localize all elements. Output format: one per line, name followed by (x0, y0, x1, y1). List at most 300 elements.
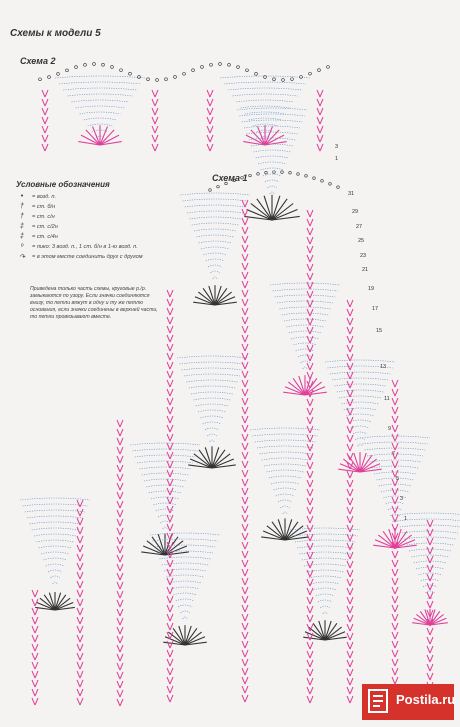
chain-arc (160, 521, 169, 523)
chain-arc (142, 473, 189, 475)
v-stitch (242, 299, 245, 306)
v-stitch (80, 635, 83, 642)
v-stitch (170, 425, 173, 432)
chain-arc (273, 488, 296, 490)
v-stitch (170, 407, 173, 414)
v-stitch (170, 605, 173, 612)
join-arrow-icon: ↷ (19, 254, 25, 261)
v-stitch (395, 452, 398, 459)
chain-arc (297, 546, 353, 548)
chain-arc (203, 253, 226, 255)
v-stitch (392, 416, 395, 423)
v-stitch (245, 236, 248, 243)
v-stitch (77, 509, 80, 516)
v-stitch (245, 524, 248, 531)
picot-stitch (201, 66, 204, 69)
chain-arc (303, 367, 308, 369)
v-stitch (245, 380, 248, 387)
picot-stitch (156, 79, 159, 82)
v-stitch (207, 144, 210, 151)
v-stitch (392, 632, 395, 639)
chain-arc (242, 120, 303, 122)
v-stitch (392, 443, 395, 450)
v-stitch (242, 326, 245, 333)
v-stitch (120, 636, 123, 643)
v-stitch (167, 605, 170, 612)
chain-arc (257, 446, 313, 448)
chain-arc (201, 247, 229, 249)
v-stitch (307, 552, 310, 559)
v-stitch (155, 108, 158, 115)
v-stitch (242, 461, 245, 468)
chain-arc (186, 380, 237, 382)
v-stitch (310, 552, 313, 559)
picot-stitch (289, 171, 292, 174)
chain-arc (344, 408, 377, 410)
v-stitch (392, 497, 395, 504)
v-stitch (117, 690, 120, 697)
picot-stitch (233, 179, 236, 182)
chain-arc (409, 549, 451, 551)
legend-label: = ст. с/2н (32, 223, 58, 230)
v-stitch (170, 524, 173, 531)
v-stitch (310, 696, 313, 703)
v-stitch (210, 117, 213, 124)
v-stitch (170, 623, 173, 630)
v-stitch (392, 605, 395, 612)
v-stitch (245, 425, 248, 432)
v-stitch (430, 583, 433, 590)
picot-stitch (313, 177, 316, 180)
v-stitch (310, 219, 313, 226)
picot-stitch (321, 180, 324, 183)
v-stitch (120, 582, 123, 589)
v-stitch (427, 601, 430, 608)
chain-arc (362, 442, 427, 444)
v-stitch (35, 635, 38, 642)
v-stitch (427, 655, 430, 662)
v-stitch (392, 524, 395, 531)
picot-stitch (282, 79, 285, 82)
v-stitch (395, 659, 398, 666)
v-stitch (120, 699, 123, 706)
v-stitch (167, 371, 170, 378)
v-stitch (350, 588, 353, 595)
chain-arc (232, 94, 297, 96)
v-stitch (307, 228, 310, 235)
v-stitch (80, 653, 83, 660)
chain-arc (166, 575, 203, 577)
v-stitch (307, 642, 310, 649)
v-stitch (245, 695, 248, 702)
v-stitch (32, 599, 35, 606)
v-stitch (152, 144, 155, 151)
v-stitch (427, 529, 430, 536)
picot-stitch (337, 186, 340, 189)
v-stitch (307, 579, 310, 586)
v-stitch (242, 578, 245, 585)
chain-arc (71, 100, 128, 102)
chain-arc (48, 570, 62, 572)
chain-arc (270, 192, 275, 194)
picot-stitch (93, 63, 96, 66)
v-stitch (120, 618, 123, 625)
v-stitch (152, 108, 155, 115)
v-stitch (242, 587, 245, 594)
picot-stitch (84, 63, 87, 66)
chain-arc (337, 390, 384, 392)
v-stitch (427, 583, 430, 590)
chain-arc (309, 576, 342, 578)
chain-arc (355, 438, 364, 440)
v-stitch (242, 425, 245, 432)
v-stitch (310, 399, 313, 406)
v-stitch (167, 650, 170, 657)
double-crochet-icon: † (20, 213, 24, 220)
chain-arc (298, 355, 312, 357)
legend-label: = пико: 3 возд. п., 1 ст. б/н в 1-ю возд. п. (32, 243, 138, 250)
v-stitch (170, 380, 173, 387)
v-stitch (307, 255, 310, 262)
v-stitch (117, 672, 120, 679)
picot-stitch (39, 78, 42, 81)
v-stitch (347, 660, 350, 667)
picot-stitch (249, 174, 252, 177)
v-stitch (392, 425, 395, 432)
v-stitch (120, 591, 123, 598)
v-stitch (392, 659, 395, 666)
v-stitch (242, 515, 245, 522)
v-stitch (307, 309, 310, 316)
chain-arc (330, 372, 391, 374)
chain-arc (55, 76, 145, 78)
chain-arc (275, 295, 336, 297)
v-stitch (350, 525, 353, 532)
quad-treble-icon: ‡ (20, 233, 24, 240)
chain-arc (132, 449, 197, 451)
v-stitch (152, 135, 155, 142)
v-stitch (170, 479, 173, 486)
chain-arc (263, 174, 282, 176)
v-stitch (347, 678, 350, 685)
chain-arc (334, 384, 385, 386)
v-stitch (392, 641, 395, 648)
v-stitch (242, 317, 245, 324)
picot-stitch (66, 69, 69, 72)
v-stitch (242, 380, 245, 387)
v-stitch (245, 569, 248, 576)
v-stitch (32, 626, 35, 633)
v-stitch (350, 444, 353, 451)
v-stitch (310, 588, 313, 595)
v-stitch (170, 308, 173, 315)
v-stitch (320, 126, 323, 133)
v-stitch (242, 686, 245, 693)
v-stitch (245, 407, 248, 414)
v-stitch (32, 617, 35, 624)
v-stitch (347, 615, 350, 622)
v-stitch (167, 362, 170, 369)
v-stitch (245, 353, 248, 360)
v-stitch (242, 344, 245, 351)
v-stitch (167, 317, 170, 324)
v-stitch (317, 90, 320, 97)
v-stitch (310, 264, 313, 271)
v-stitch (307, 273, 310, 280)
v-stitch (392, 479, 395, 486)
v-stitch (170, 659, 173, 666)
v-stitch (350, 579, 353, 586)
v-stitch (32, 635, 35, 642)
v-stitch (350, 363, 353, 370)
picot-stitch (237, 66, 240, 69)
v-stitch (350, 615, 353, 622)
v-stitch (310, 246, 313, 253)
v-stitch (120, 492, 123, 499)
v-stitch (245, 686, 248, 693)
v-stitch (347, 570, 350, 577)
v-stitch (80, 536, 83, 543)
v-stitch (245, 398, 248, 405)
row-number: 31 (348, 191, 355, 197)
chain-arc (411, 555, 448, 557)
v-stitch (77, 572, 80, 579)
v-stitch (350, 624, 353, 631)
v-stitch (350, 300, 353, 307)
chain-arc (316, 594, 335, 596)
chain-arc (245, 112, 286, 114)
v-stitch (117, 609, 120, 616)
v-stitch (307, 237, 310, 244)
chain-arc (171, 587, 199, 589)
chain-arc (228, 88, 302, 90)
chain-arc (250, 428, 320, 430)
v-stitch (167, 623, 170, 630)
v-stitch (307, 687, 310, 694)
v-stitch (350, 471, 353, 478)
v-stitch (80, 581, 83, 588)
v-stitch (80, 554, 83, 561)
chain-arc (240, 106, 289, 108)
v-stitch (310, 516, 313, 523)
picot-stitch (183, 72, 186, 75)
v-stitch (80, 671, 83, 678)
row-number: 23 (360, 253, 367, 259)
v-stitch (77, 599, 80, 606)
chain-arc (182, 199, 247, 201)
v-stitch (307, 489, 310, 496)
chain-arc (313, 588, 336, 590)
v-stitch (310, 507, 313, 514)
v-stitch (167, 344, 170, 351)
v-stitch (77, 608, 80, 615)
v-stitch (120, 438, 123, 445)
v-stitch (245, 497, 248, 504)
v-stitch (310, 615, 313, 622)
v-stitch (80, 500, 83, 507)
chain-arc (249, 118, 282, 120)
v-stitch (395, 551, 398, 558)
v-stitch (77, 545, 80, 552)
chain-arc (187, 211, 243, 213)
v-stitch (45, 117, 48, 124)
v-stitch (427, 547, 430, 554)
chain-arc (404, 537, 455, 539)
chain-arc (271, 482, 299, 484)
row-number: 3 (400, 496, 404, 502)
chain-arc (164, 569, 206, 571)
v-stitch (242, 533, 245, 540)
chain-arc (169, 581, 202, 583)
v-stitch (45, 99, 48, 106)
v-stitch (245, 515, 248, 522)
v-stitch (347, 309, 350, 316)
v-stitch (307, 570, 310, 577)
v-stitch (350, 543, 353, 550)
v-stitch (430, 673, 433, 680)
chain-arc (178, 605, 192, 607)
v-stitch (427, 673, 430, 680)
v-stitch (117, 699, 120, 706)
v-stitch (170, 614, 173, 621)
v-stitch (395, 605, 398, 612)
v-stitch (245, 308, 248, 315)
v-stitch (80, 698, 83, 705)
v-stitch (310, 210, 313, 217)
v-stitch (120, 564, 123, 571)
v-stitch (167, 470, 170, 477)
v-stitch (117, 600, 120, 607)
chain-arc (163, 527, 168, 529)
v-stitch (245, 533, 248, 540)
picot-stitch (329, 183, 332, 186)
v-stitch (167, 596, 170, 603)
v-stitch (430, 538, 433, 545)
v-stitch (170, 596, 173, 603)
treble-crochet-icon: ‡ (20, 223, 24, 230)
v-stitch (117, 663, 120, 670)
picot-stitch (75, 66, 78, 69)
chain-arc (27, 516, 83, 518)
v-stitch (310, 255, 313, 262)
v-stitch (32, 698, 35, 705)
chain-arc (159, 557, 210, 559)
v-stitch (210, 144, 213, 151)
v-stitch (170, 371, 173, 378)
v-stitch (427, 565, 430, 572)
v-stitch (77, 671, 80, 678)
v-stitch (77, 500, 80, 507)
v-stitch (347, 300, 350, 307)
v-stitch (395, 677, 398, 684)
chain-arc (358, 444, 363, 446)
chain-arc (220, 76, 310, 78)
v-stitch (307, 408, 310, 415)
chain-arc (193, 398, 230, 400)
v-stitch (242, 524, 245, 531)
pin-icon (366, 688, 390, 714)
v-stitch (245, 650, 248, 657)
v-stitch (395, 488, 398, 495)
v-stitch (167, 614, 170, 621)
v-stitch (170, 317, 173, 324)
v-stitch (350, 561, 353, 568)
picot-stitch (297, 173, 300, 176)
v-stitch (307, 471, 310, 478)
chain-arc (50, 576, 59, 578)
chain-arc (200, 416, 223, 418)
v-stitch (210, 108, 213, 115)
v-stitch (170, 686, 173, 693)
chain-arc (286, 325, 323, 327)
chain-arc (320, 606, 329, 608)
v-stitch (167, 398, 170, 405)
v-stitch (427, 520, 430, 527)
picot-stitch (318, 69, 321, 72)
v-stitch (210, 135, 213, 142)
v-stitch (242, 677, 245, 684)
v-stitch (155, 135, 158, 142)
v-stitch (307, 363, 310, 370)
v-stitch (245, 461, 248, 468)
v-stitch (80, 644, 83, 651)
chain-arc (198, 410, 226, 412)
chain-arc (381, 490, 409, 492)
v-stitch (167, 416, 170, 423)
v-stitch (430, 637, 433, 644)
v-stitch (155, 126, 158, 133)
chain-arc (153, 503, 176, 505)
chain-arc (63, 88, 137, 90)
v-stitch (307, 597, 310, 604)
v-stitch (245, 641, 248, 648)
v-stitch (245, 416, 248, 423)
v-stitch (77, 518, 80, 525)
chain-arc (272, 289, 337, 291)
v-stitch (80, 662, 83, 669)
chain-arc (210, 440, 215, 442)
chain-arc (137, 461, 193, 463)
v-stitch (392, 389, 395, 396)
v-stitch (242, 695, 245, 702)
v-stitch (307, 615, 310, 622)
v-stitch (242, 416, 245, 423)
v-stitch (170, 650, 173, 657)
v-stitch (242, 281, 245, 288)
v-stitch (120, 501, 123, 508)
v-stitch (80, 626, 83, 633)
chain-arc (265, 180, 279, 182)
v-stitch (42, 135, 45, 142)
v-stitch (242, 389, 245, 396)
chain-arc (176, 599, 195, 601)
v-stitch (430, 655, 433, 662)
chain-arc (189, 386, 236, 388)
v-stitch (170, 344, 173, 351)
chain-arc (284, 319, 326, 321)
chain-arc (189, 217, 240, 219)
v-stitch (310, 687, 313, 694)
chain-arc (135, 455, 196, 457)
v-stitch (117, 591, 120, 598)
chain-arc (177, 356, 247, 358)
v-stitch (242, 236, 245, 243)
v-stitch (307, 291, 310, 298)
v-stitch (430, 520, 433, 527)
v-stitch (245, 659, 248, 666)
v-stitch (310, 669, 313, 676)
v-stitch (242, 614, 245, 621)
